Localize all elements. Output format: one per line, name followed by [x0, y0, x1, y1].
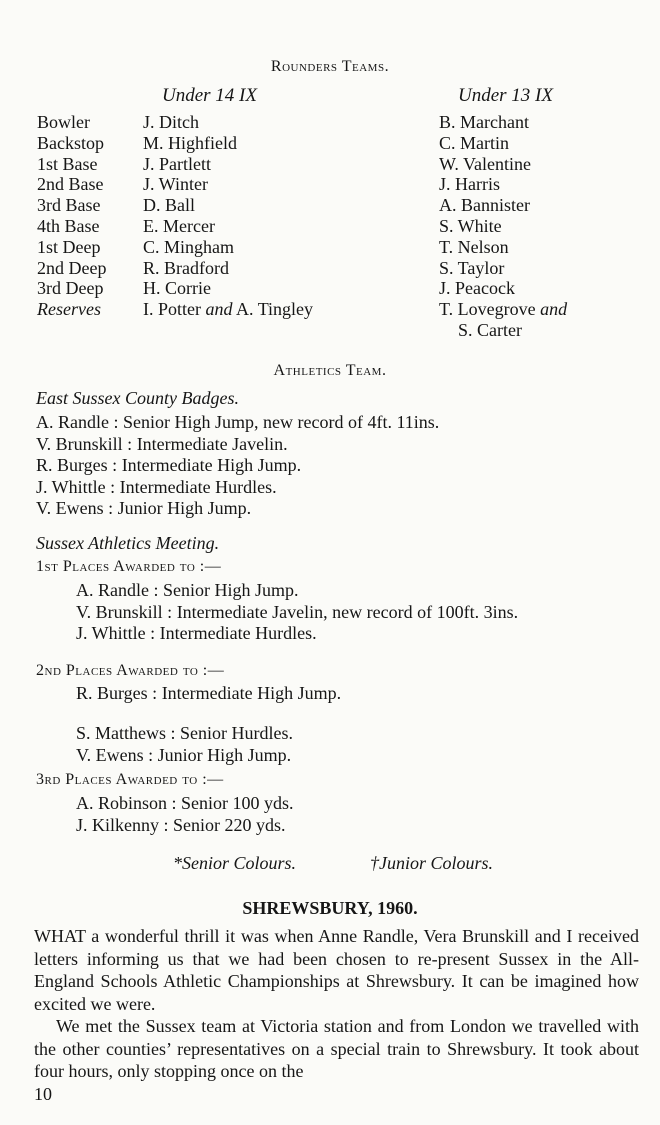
under14-player: J. Ditch	[143, 112, 199, 132]
result-line	[36, 455, 301, 476]
reserves-label: Reserves	[37, 299, 101, 319]
reserve-name: S. Carter	[458, 320, 522, 340]
result-line	[76, 745, 291, 766]
result-line	[76, 683, 341, 704]
athlete-name: S. Matthews :	[76, 723, 176, 743]
sussex-meeting-heading: Sussex Athletics Meeting.	[36, 533, 220, 553]
junior-colours-note: †Junior Colours.	[370, 853, 494, 873]
result-line	[76, 793, 294, 814]
athlete-name: R. Burges :	[36, 455, 118, 475]
position-label: 3rd Deep	[37, 278, 104, 299]
under14-player: E. Mercer	[143, 216, 215, 236]
event-result: Intermediate Hurdles.	[119, 476, 277, 497]
position-label: 1st Deep	[37, 236, 101, 257]
result-line	[76, 580, 299, 601]
position-label: 4th Base	[37, 216, 100, 236]
under13-player: S. Taylor	[439, 257, 505, 278]
result-line	[76, 623, 317, 644]
event-result: Senior High Jump, new record of 4ft. 11ins.	[123, 412, 440, 432]
athlete-name: A. Robinson :	[76, 793, 177, 813]
result-line	[76, 815, 286, 836]
position-label: 3rd Base	[37, 195, 101, 216]
result-line	[36, 477, 277, 498]
reserve-and: and	[205, 299, 233, 319]
event-result: Senior Hurdles.	[180, 723, 293, 743]
event-result: Senior 220 yds.	[173, 814, 286, 835]
event-result: Senior High Jump.	[163, 580, 299, 600]
county-badges-heading: East Sussex County Badges.	[36, 388, 239, 408]
under14-player: M. Highfield	[143, 132, 237, 153]
second-places-heading: 2nd Places Awarded to :—	[36, 662, 225, 679]
result-line	[76, 723, 293, 744]
reserves-under14	[143, 299, 313, 320]
event-result: Intermediate High Jump.	[121, 455, 302, 475]
athlete-name: J. Whittle :	[76, 623, 156, 643]
under13-player: A. Bannister	[439, 195, 530, 216]
athlete-name: A. Randle :	[76, 580, 159, 600]
under13-player: T. Nelson	[439, 236, 509, 257]
under14-player: D. Ball	[143, 195, 195, 216]
position-label: 2nd Deep	[37, 257, 107, 278]
event-result: Intermediate Hurdles.	[159, 623, 317, 643]
under13-player: J. Peacock	[439, 278, 515, 299]
athlete-name: A. Randle :	[36, 412, 119, 432]
under14-player: H. Corrie	[143, 278, 211, 299]
reserve-name: A. Tingley	[236, 299, 314, 319]
under14-player: C. Mingham	[143, 236, 235, 257]
under14-player: J. Winter	[143, 174, 208, 195]
position-label: 1st Base	[37, 153, 98, 174]
athletics-heading: Athletics Team.	[273, 362, 387, 379]
under13-player: S. White	[439, 216, 502, 236]
reserve-and: and	[540, 299, 568, 319]
reserves-under13	[439, 299, 567, 320]
under13-player: B. Marchant	[439, 112, 529, 132]
event-result: Senior 100 yds.	[181, 793, 294, 813]
result-line	[36, 412, 439, 433]
athlete-name: J. Kilkenny :	[76, 814, 169, 835]
event-result: Junior High Jump.	[157, 744, 292, 765]
athlete-name: V. Brunskill :	[36, 433, 133, 454]
position-label: Bowler	[37, 112, 90, 132]
position-label: Backstop	[37, 132, 104, 153]
result-line	[36, 434, 288, 455]
under13-player: C. Martin	[439, 132, 509, 153]
athlete-name: V. Ewens :	[36, 498, 114, 518]
athlete-name: V. Brunskill :	[76, 601, 173, 622]
under13-player: W. Valentine	[439, 153, 531, 174]
reserve-name: T. Lovegrove	[439, 299, 536, 319]
first-places-heading: 1st Places Awarded to :—	[36, 558, 222, 575]
reserve-name: I. Potter	[143, 299, 201, 319]
athlete-name: R. Burges :	[76, 683, 158, 703]
under14-player: R. Bradford	[143, 257, 229, 278]
athlete-name: V. Ewens :	[76, 744, 154, 765]
athlete-name: J. Whittle :	[36, 476, 116, 497]
article-paragraph: We met the Sussex team at Victoria station and from London we travelled with the other counties’ representatives on a special train to Shrewsbury. It took about four hours, only stopping once on the	[34, 1016, 639, 1081]
senior-colours-note: *Senior Colours.	[173, 853, 297, 873]
under13-player: J. Harris	[439, 174, 500, 195]
rounders-heading: Rounders Teams.	[270, 58, 390, 75]
under14-column-heading: Under 14 IX	[162, 85, 257, 106]
under13-column-heading: Under 13 IX	[458, 85, 553, 106]
event-result: Intermediate Javelin.	[136, 433, 288, 454]
article-paragraph: WHAT a wonderful thrill it was when Anne Randle, Vera Brunskill and I received letters informing us that we had been chosen to re-present Sussex in the All-England Schools Athletic Championships at Shrewsbury. It can be imagined how excited we were.	[34, 926, 639, 1014]
result-line	[36, 498, 251, 519]
third-places-heading: 3rd Places Awarded to :—	[36, 771, 224, 788]
article-title: SHREWSBURY, 1960.	[242, 898, 418, 918]
under14-player: J. Partlett	[143, 153, 211, 174]
result-line	[76, 602, 518, 623]
event-result: Junior High Jump.	[117, 498, 252, 518]
event-result: Intermediate High Jump.	[161, 683, 342, 703]
position-label: 2nd Base	[37, 174, 104, 195]
page-number: 10	[34, 1084, 52, 1104]
event-result: Intermediate Javelin, new record of 100ft. 3ins.	[176, 601, 519, 622]
